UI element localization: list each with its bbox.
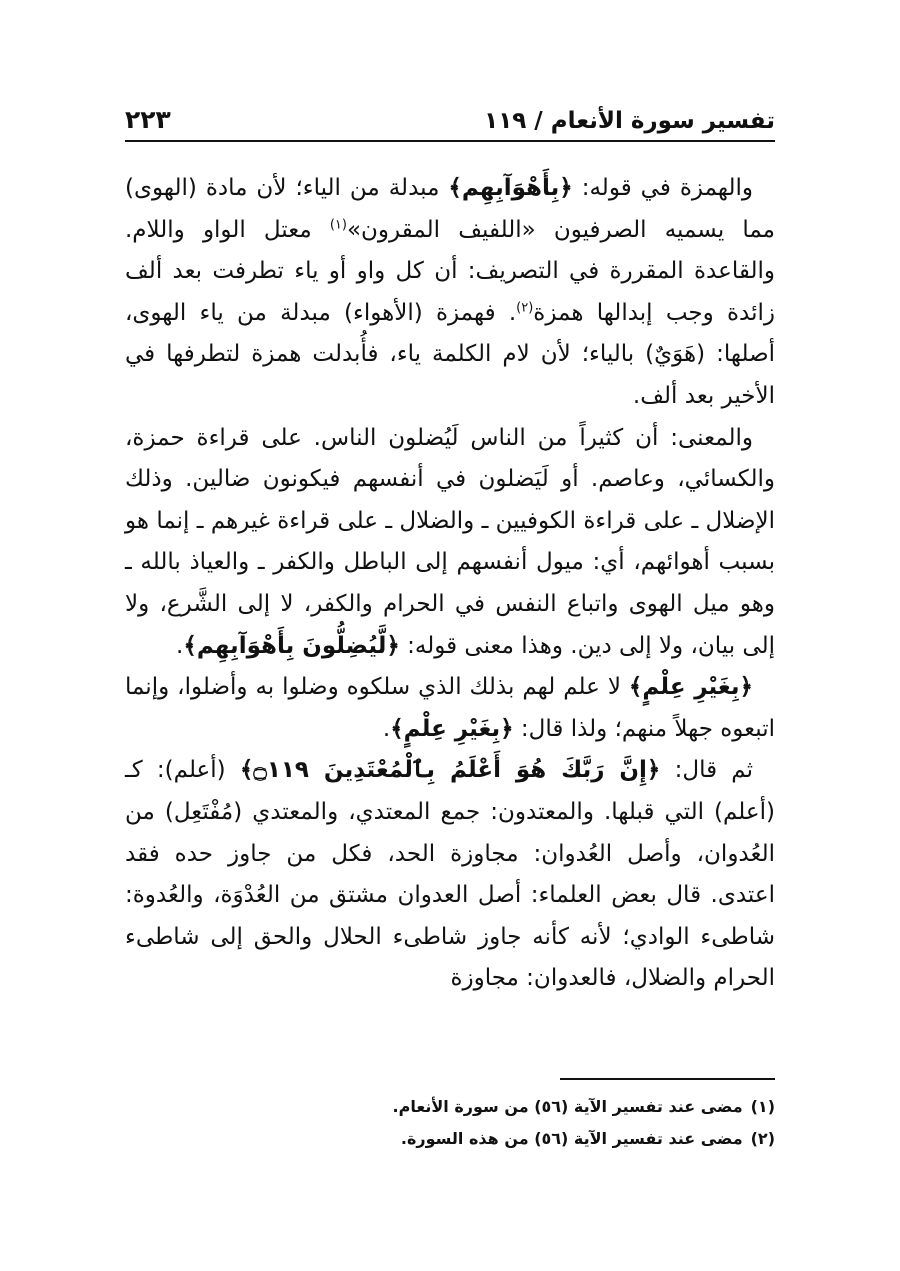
footnote-number: (١) <box>750 1097 775 1116</box>
paragraph-3 <box>125 667 775 750</box>
body-text <box>125 168 775 1000</box>
text-span: معتل الواو واللام. والقاعدة المقررة في التصريف: أن كل واو أو ياء تطرفت بعد ألف زائدة وجب إبدالها همزة <box>125 216 775 326</box>
footnote-number: (٢) <box>750 1129 775 1148</box>
quran-quote: ﴿إِنَّ رَبَّكَ هُوَ أَعْلَمُ بِٱلْمُعْتَدِينَ ۝١١٩﴾ <box>239 757 661 784</box>
page-number: ٢٢٣ <box>125 105 171 134</box>
text-span: مبدلة من الياء؛ لأن مادة (الهوى) مما يسميه الصرفيون «اللفيف المقرون» <box>125 175 776 243</box>
footnote-text: مضى عند تفسير الآية (٥٦) من سورة الأنعام. <box>392 1097 743 1116</box>
quran-quote: ﴿لَّيُضِلُّونَ بِأَهْوَآبِهِم﴾ <box>183 632 400 659</box>
text-span: (أعلم): كـ (أعلم) التي قبلها. والمعتدون: جمع المعتدي، والمعتدي (مُفْتَعِل) من العُدوان، وأصل العُدوان: مجاوزة الحد، فكل من جاوز حده فقد اعتدى. قال بعض العلماء: أصل العدوان مشتق من العُدْوَة، والعُدوة: شاطىء الوادي؛ لأنه كأنه جاوز شاطىء الحلال والحق إلى شاطىء الحرام والضلال، فالعدوان: مجاوزة <box>125 757 775 992</box>
footnote-1 <box>125 1091 775 1123</box>
text-span: ثم قال: <box>660 757 754 784</box>
footnote-text: مضى عند تفسير الآية (٥٦) من هذه السورة. <box>400 1129 743 1148</box>
quran-quote: ﴿بِغَيْرِ عِلْمٍ﴾ <box>628 674 753 701</box>
text-span: . <box>382 715 391 742</box>
text-span: . فهمزة (الأهواء) مبدلة من ياء الهوى، أصلها: (هَوَيٌ) بالياء؛ لأن لام الكلمة ياء، فأُبدلت همزة لتطرفها في الأخير بعد ألف. <box>125 299 775 409</box>
footnote-ref-1: (١) <box>329 216 347 232</box>
text-span: . <box>176 632 184 659</box>
text-span: والهمزة في قوله: <box>572 175 753 201</box>
quran-quote: ﴿بِأَهْوَآبِهِم﴾ <box>448 175 573 201</box>
paragraph-2 <box>125 418 775 668</box>
text-span: لا علم لهم بذلك الذي سلكوه وضلوا به وأضلوا، وإنما اتبعوه جهلاً منهم؛ ولذا قال: <box>125 674 775 742</box>
footnote-divider <box>560 1078 775 1080</box>
page-header <box>125 96 775 142</box>
footnote-2 <box>125 1123 775 1155</box>
running-title: تفسير سورة الأنعام / ١١٩ <box>484 108 775 134</box>
paragraph-1 <box>125 168 775 418</box>
paragraph-4 <box>125 750 775 1000</box>
footnotes <box>125 1091 775 1155</box>
footnote-ref-2: (٢) <box>516 300 534 316</box>
text-span: والمعنى: أن كثيراً من الناس لَيُضلون الناس. على قراءة حمزة، والكسائي، وعاصم. أو لَيَضلون في أنفسهم فيكونون ضالين. وذلك الإضلال ـ على قراءة الكوفيين ـ والضلال ـ على قراءة غيرهم ـ إنما هو بسبب أهوائهم، أي: ميول أنفسهم إلى الباطل والكفر ـ والعياذ بالله ـ وهو ميل الهوى واتباع النفس في الحرام والكفر، لا إلى الشَّرع، ولا إلى بيان، ولا إلى دين. وهذا معنى قوله: <box>125 424 775 659</box>
quran-quote: ﴿بِغَيْرِ عِلْمٍ﴾ <box>390 715 514 742</box>
